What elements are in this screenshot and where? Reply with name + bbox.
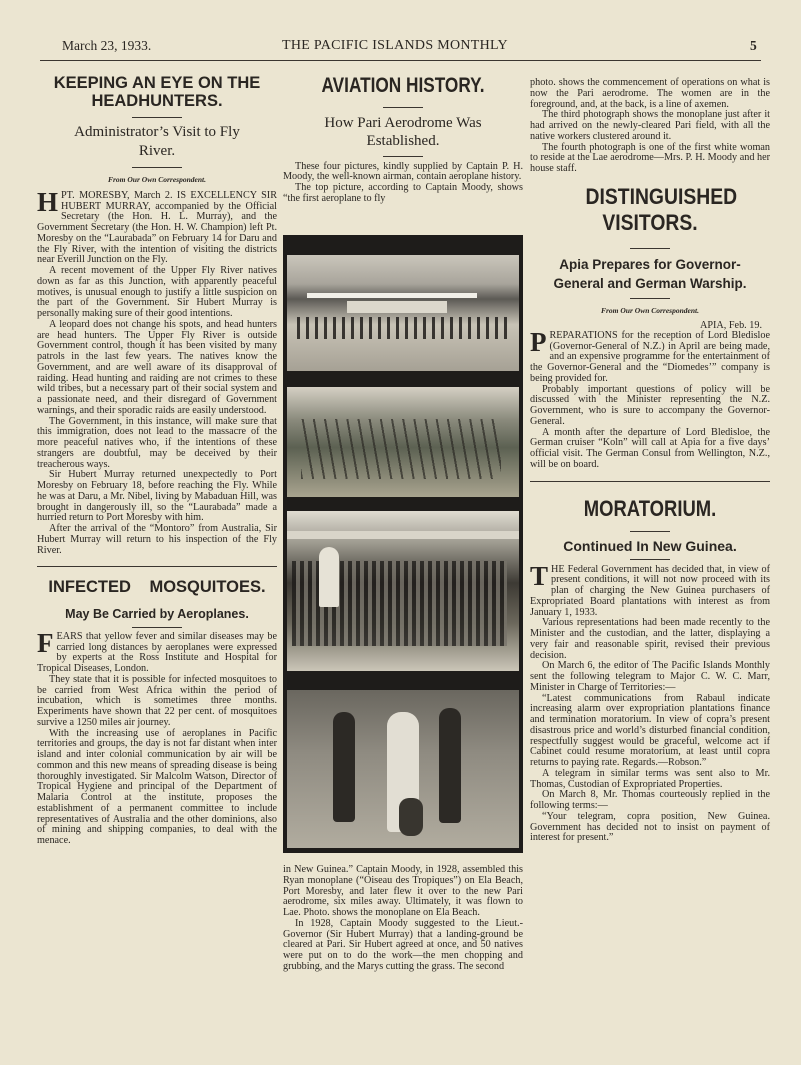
paragraph: The top picture, according to Captain Moody, shows “the first aeroplane to fly	[283, 182, 523, 204]
article-headline-aviation: AVIATION HISTORY.	[321, 74, 485, 97]
divider	[630, 531, 670, 532]
divider	[383, 107, 423, 108]
photo-clearing-pari	[287, 387, 519, 497]
publication-title: THE PACIFIC ISLANDS MONTHLY	[282, 38, 508, 53]
photo-mrs-moody-house-staff	[287, 690, 519, 848]
paragraph: THE Federal Government has decided that, in view of present conditions, it will not now proceed with its plan of charging the New Guinea purchasers of Expropriated Board plantations with interest as from January 1, 1933.	[530, 560, 770, 618]
paragraph: The Government, in this instance, will make sure that this immigration, does not lead to the massacre of the more peaceful natives who, if the intentions of these strangers are doubtful, may be deceived by their treacherous ways.	[37, 415, 277, 470]
paragraph: Probably important questions of policy will be discussed with the Minister representing the N.Z. Government, who is sure to accompany the Governor-General.	[530, 383, 770, 427]
divider	[132, 117, 182, 118]
divider	[630, 248, 670, 249]
paragraph: photo. shows the commencement of operations on what is now the Pari aerodrome. The women are in the foreground, and, at the back, is a line of axemen.	[530, 77, 770, 110]
article-body-aviation-final	[530, 78, 770, 175]
paragraph: In 1928, Captain Moody suggested to the Lieut.-Governor (Sir Hubert Murray) that a landing-ground be cleared at Pari. Sir Hubert agreed at once, and 50 natives were put on to do the work—the men chopping and grubbing, and the Marys cutting the grass. The second	[283, 917, 523, 972]
paragraph: The third photograph shows the monoplane just after it had arrived on the newly-cleared Pari field, with all the native workers clustered around it.	[530, 109, 770, 142]
page-number: 5	[750, 38, 757, 53]
article-headline-mosquitoes: INFECTED MOSQUITOES.	[48, 578, 266, 597]
article-headline-headhunters: KEEPING AN EYE ON THE HEADHUNTERS.	[53, 74, 261, 111]
column-right	[530, 78, 770, 844]
article-body-apia	[530, 326, 770, 471]
article-headline-distinguished-visitors: DISTINGUISHED VISITORS.	[585, 183, 738, 235]
paragraph: A telegram in similar terms was sent also to Mr. Thomas, Custodian of Expropriated Properties.	[530, 767, 770, 790]
article-subheadline: Continued In New Guinea.	[563, 537, 737, 554]
paragraph: These four pictures, kindly supplied by Captain P. H. Moody, the well-known airman, contain aeroplane history.	[283, 160, 523, 183]
byline: From Our Own Correspondent.	[601, 305, 699, 315]
divider	[630, 559, 670, 560]
column-middle	[283, 74, 523, 205]
paragraph: “Latest communications from Rabaul indicate increasing alarm over expropriation plantations finance and termination moratorium. In view of copra’s present disastrous price and world’s disturbed financial condition, respectfully suggest would be graceful, welcome act if Cabinet could resume moratorium, at least until copra returns to paying rate. Regards.—Robson.”	[530, 692, 770, 769]
article-subheadline: Apia Prepares for Governor-General and German Warship.	[553, 256, 747, 291]
paragraph: With the increasing use of aeroplanes in Pacific territories and groups, the day is not far distant when inter island and inter colonial communication by air will be common and this new means of spreading disease is being thoroughly investigated. Sir Malcolm Watson, Director of Tropical Hygiene and principal of the Department of Malaria Control at the institute, proposes the establishment of a permanent committee to include representatives of Australia and the other dominions, also of mining and shipping companies, to deal with the menace.	[37, 727, 277, 847]
divider	[630, 298, 670, 299]
photo-monoplane-pari-field	[287, 511, 519, 671]
drop-cap: T	[530, 560, 549, 591]
article-body-aviation	[283, 162, 523, 205]
paragraph: A month after the departure of Lord Bledisloe, the German cruiser “Koln” will call at Apia for a five days’ official visit. The German Consul from Wellington, N.Z., will be on board.	[530, 426, 770, 470]
drop-cap: H	[37, 186, 59, 217]
column-left	[37, 74, 277, 847]
paragraph: in New Guinea.” Captain Moody, in 1928, assembled this Ryan monoplane (“Oiseau des Tropiques”) on Ela Beach, Port Moresby, and later flew it over to the new Pari aerodrome, six miles away. Ultimately, it was flown to Lae. Photo. shows the monoplane on Ela Beach.	[283, 864, 523, 918]
paragraph: After the arrival of the “Montoro” from Australia, Sir Hubert Murray will return to his inspection of the Fly River.	[37, 523, 277, 556]
section-rule	[37, 566, 277, 567]
column-middle-lower	[283, 865, 523, 973]
divider	[132, 627, 182, 628]
paragraph: On March 6, the editor of The Pacific Islands Monthly sent the following telegram to Major C. W. C. Marr, Minister in Charge of Territories:—	[530, 660, 770, 693]
dateline: APIA, Feb. 19.	[700, 319, 762, 331]
paragraph: Sir Hubert Murray returned unexpectedly to Port Moresby on February 18, before reaching the Fly. While he was at Daru, a Mr. Nibel, living by Mabaduan Hill, was brought in dangerously ill, so the “Laurabada” made a hurried return to Port Moresby with him.	[37, 469, 277, 524]
paragraph: On March 8, Mr. Thomas courteously replied in the following terms:—	[530, 789, 770, 812]
paragraph: Various representations had been made recently to the Minister and the custodian, and the latter, displaying a very fair and reasonable spirit, revised their previous decision.	[530, 617, 770, 661]
article-subheadline: How Pari Aerodrome Was Established.	[324, 114, 482, 149]
article-headline-moratorium: MORATORIUM.	[583, 495, 717, 521]
paragraph: They state that it is possible for infected mosquitoes to be carried from West Africa within the period of incubation, which is sometimes three months. Experiments have shown that 22 per cent. of mosquitoes survive a 1250 miles air journey.	[37, 673, 277, 728]
drop-cap: P	[530, 326, 547, 357]
section-rule	[530, 481, 770, 482]
photo-collage	[283, 235, 523, 853]
article-subheadline: May Be Carried by Aeroplanes.	[65, 606, 249, 621]
article-subheadline: Administrator’s Visit to Fly River.	[74, 123, 240, 159]
photo-ryan-monoplane	[287, 255, 519, 371]
issue-date: March 23, 1933.	[62, 38, 152, 53]
article-body-moratorium	[530, 560, 770, 845]
paragraph: FEARS that yellow fever and similar diseases may be carried long distances by aeroplanes were expressed by experts at the Ross Institute and Hospital for Tropical Diseases, London.	[37, 627, 277, 675]
paragraph: A leopard does not change his spots, and head hunters are head hunters. The Upper Fly River is outside Government control, though it has been visited by many patrols in the last few years. The natives know the Government, and are well aware of its disapproval of raiding. Head hunting and raiding are not crimes to these wild tribes, but a necessary part of their social system and a passionate need, and their disregard of Government warnings, and their sporadic raids are easily understood.	[37, 318, 277, 416]
drop-cap: F	[37, 627, 54, 658]
paragraph: PREPARATIONS for the reception of Lord Bledisloe (Governor-General of N.Z.) in April are being made, and an expensive programme for the entertainment of the Governor-General and the “Diomedes’” company is being provided for.	[530, 326, 770, 384]
divider	[383, 156, 423, 157]
paragraph: The fourth photograph is one of the first white woman to reside at the Lae aerodrome—Mrs. P. H. Moody and her house staff.	[530, 141, 770, 174]
byline: From Our Own Correspondent.	[108, 174, 206, 184]
header-rule	[40, 60, 761, 61]
paragraph: A recent movement of the Upper Fly River natives down as far as this Junction, with apparently peaceful motives, is unusual enough to justify a little suspicion on the part of the Government. Sir Hubert Murray is personally making sure of their good intentions.	[37, 265, 277, 320]
article-body-aviation-continued	[283, 865, 523, 973]
article-body-headhunters	[37, 186, 277, 557]
paragraph: “Your telegram, copra position, New Guinea. Government has decided not to insist on payment of interest for present.”	[530, 810, 770, 844]
divider	[132, 167, 182, 168]
paragraph: HPT. MORESBY, March 2. IS EXCELLENCY SIR HUBERT MURRAY, accompanied by the Official Secretary (the Hon. H. L. Murray), and the Government Secretary (the Hon. H. W. Champion) left Pt. Moresby on the “Laurabada” on February 14 for Daru and the Fly River, with the intention of visiting the districts near Everill Junction on the Fly.	[37, 186, 277, 266]
article-body-mosquitoes	[37, 627, 277, 847]
